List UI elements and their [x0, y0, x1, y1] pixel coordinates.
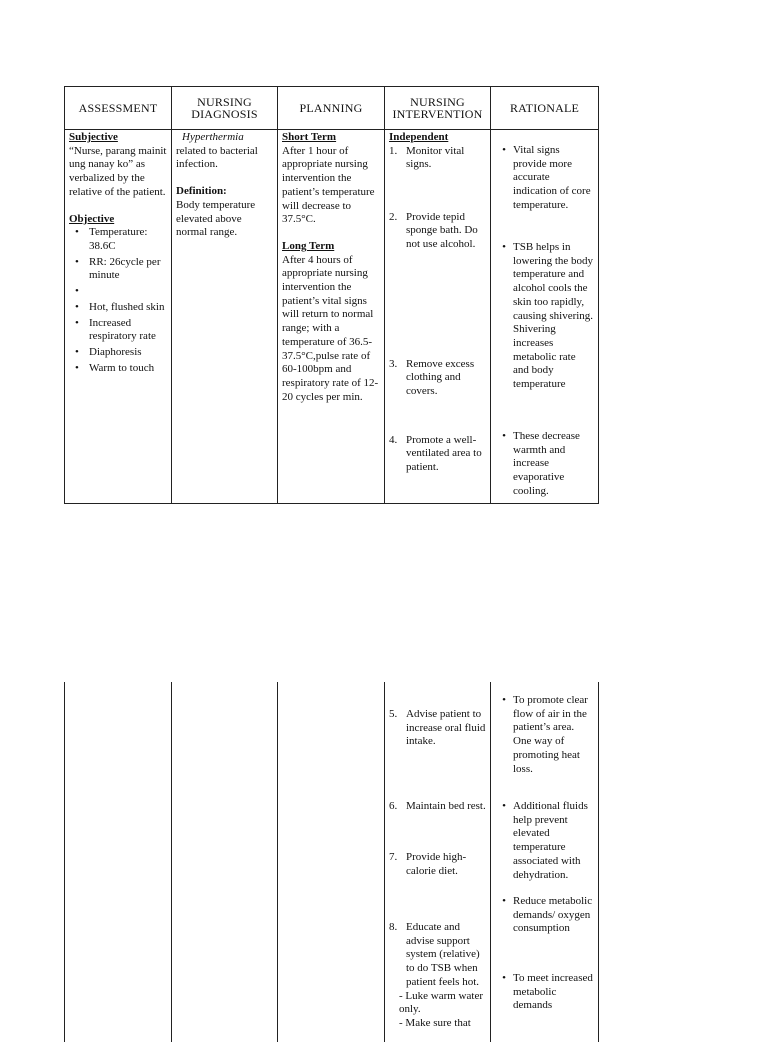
diagnosis-text: related to bacterial infection. [176, 144, 258, 171]
rationale-cell [491, 130, 599, 504]
bullet: • [502, 430, 506, 442]
bullet: • [502, 144, 506, 156]
short-term-label: Short Term [282, 131, 337, 143]
definition-text: Body temperature elevated above normal range. [176, 198, 256, 239]
header-rationale: RATIONALE [491, 87, 599, 130]
rationale-text: TSB helps in lowering the body temperature and alcohol cools the skin too rapidly, causing shivering. Shivering increases metabolic rate and body temperature [513, 241, 594, 391]
item-text: Maintain bed rest. [406, 800, 486, 812]
item-number: 4. [389, 433, 398, 446]
rationale-item [495, 800, 594, 895]
item-number: 3. [389, 357, 398, 370]
rationale-text: These decrease warmth and increase evaporative cooling. [513, 430, 580, 497]
care-plan-table [64, 86, 599, 504]
item-text: Promote a well-ventilated area to patient. [406, 433, 482, 474]
rationale-item [495, 144, 594, 241]
item-number: 8. [389, 921, 398, 933]
objective-list [69, 226, 167, 375]
care-plan-table-continued [64, 682, 599, 1042]
item-number: 1. [389, 144, 398, 157]
item-number: 7. [389, 851, 398, 863]
intervention-item [389, 800, 486, 851]
rationale-text: Additional fluids help prevent elevated temperature associated with dehydration. [513, 800, 588, 881]
planning-cell [278, 130, 385, 504]
rationale-cell [491, 682, 599, 1042]
long-term-text: After 4 hours of appropriate nursing intervention the patient’s vital signs will return to normal range; with a temperature of 36.5-37.5°C,pulse rate of 60-100bpm and respiratory rate of 12-20 cycles per min. [282, 253, 379, 403]
intervention-item [389, 145, 486, 211]
assessment-cell [65, 682, 172, 1042]
subjective-label: Subjective [69, 131, 118, 143]
body-row [65, 130, 599, 504]
bullet: • [502, 694, 506, 706]
definition-label: Definition: [176, 185, 227, 198]
objective-item: • Hot, flushed skin [89, 301, 167, 315]
rationale-item [495, 895, 594, 972]
item-text: Provide tepid sponge bath. Do not use alcohol. [406, 210, 478, 251]
rationale-item [495, 241, 594, 430]
assessment-cell [65, 130, 172, 504]
diagnosis-cell [172, 130, 278, 504]
objective-label: Objective [69, 212, 115, 225]
intervention-item [389, 211, 486, 358]
header-planning: PLANNING [278, 87, 385, 130]
independent-label: Independent [389, 131, 449, 143]
item-text: Educate and advise support system (relative) to do TSB when patient feels hot. [406, 921, 480, 988]
intervention-subnote: - Make sure that [399, 1016, 471, 1029]
rationale-text: To promote clear flow of air in the patient’s area. One way of promoting heat loss. [513, 694, 588, 775]
intervention-item [389, 921, 486, 990]
rationale-text: To meet increased metabolic demands [513, 972, 593, 1012]
intervention-item [389, 434, 486, 475]
subjective-text: “Nurse, parang mainit ung nanay ko” as verbalized by the relative of the patient. [69, 144, 167, 198]
continued-row [65, 682, 599, 1042]
long-term-label: Long Term [282, 239, 335, 252]
rationale-item [495, 694, 594, 800]
item-text: Provide high-calorie diet. [406, 851, 467, 877]
header-nursing-intervention: NURSING INTERVENTION [385, 87, 491, 130]
objective-item [89, 285, 167, 299]
objective-item: • Increased respiratory rate [89, 317, 167, 344]
rationale-item [495, 430, 594, 499]
bullet: • [502, 241, 506, 253]
item-number: 6. [389, 800, 398, 812]
objective-item: • Diaphoresis [89, 346, 167, 360]
objective-item: • Warm to touch [89, 362, 167, 376]
intervention-subnote: - Luke warm water only. [399, 989, 483, 1016]
bullet: • [502, 972, 506, 984]
item-number: 2. [389, 210, 398, 223]
intervention-item [389, 708, 486, 800]
header-row [65, 87, 599, 130]
intervention-item [389, 851, 486, 921]
diagnosis-term: Hyperthermia [182, 131, 244, 143]
item-text: Monitor vital signs. [406, 144, 465, 171]
diagnosis-cell [172, 682, 278, 1042]
objective-item: • RR: 26cycle per minute [89, 256, 167, 283]
rationale-item [495, 972, 594, 1013]
rationale-text: Reduce metabolic demands/ oxygen consumption [513, 895, 593, 935]
intervention-cell [385, 682, 491, 1042]
rationale-text: Vital signs provide more accurate indication of core temperature. [513, 144, 591, 211]
bullet: • [502, 800, 506, 812]
item-text: Remove excess clothing and covers. [406, 357, 475, 398]
intervention-item [389, 358, 486, 434]
bullet: • [502, 895, 506, 907]
item-text: Advise patient to increase oral fluid intake. [406, 708, 486, 748]
objective-item: • Temperature: 38.6C [89, 226, 167, 253]
intervention-cell [385, 130, 491, 504]
header-assessment: ASSESSMENT [65, 87, 172, 130]
item-number: 5. [389, 708, 398, 720]
short-term-text: After 1 hour of appropriate nursing intervention the patient’s temperature will decrease to 37.5°C. [282, 144, 375, 226]
header-nursing-diagnosis: NURSING DIAGNOSIS [172, 87, 278, 130]
planning-cell [278, 682, 385, 1042]
